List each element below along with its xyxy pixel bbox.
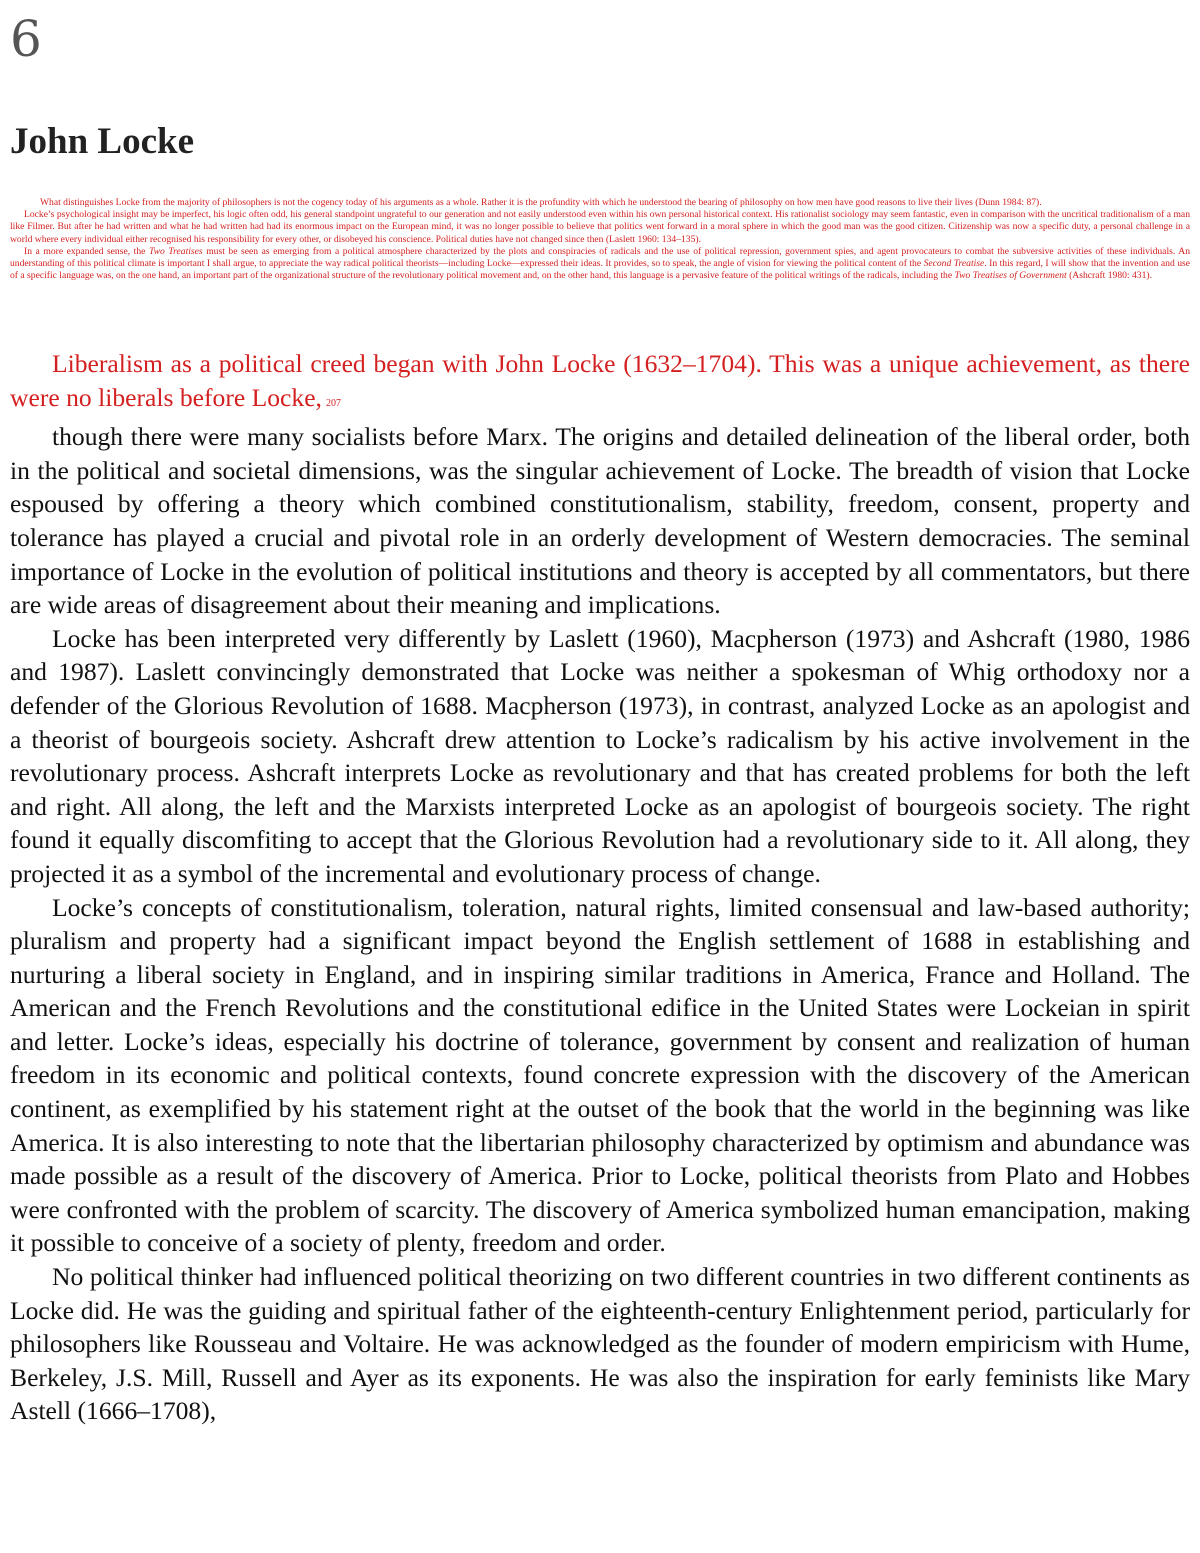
epigraph-text: . In this regard, I will show that the invention and use of a specific language was, on the one hand, an important part of the organizational structure of the revolutionary political movement and, on the other hand, this language is a pervasive feature of the political writings of the radicals, including the bbox=[10, 258, 1190, 282]
opening-sentence: Liberalism as a political creed began with John Locke (1632–1704). This was a unique achievement, as there were no liberals before Locke, bbox=[10, 349, 1190, 412]
book-title-ref: Two Treatises of Government bbox=[954, 270, 1067, 282]
epigraph-dunn: What distinguishes Locke from the majority of philosophers is not the cogency today of his arguments as a whole. Rather it is the profundity with which he understood the bearing of philosophy on how men have good reasons to live their lives (Dunn 1984: 87). bbox=[40, 197, 1042, 208]
epigraph-block bbox=[10, 197, 1190, 282]
epigraph-text: must be seen as emerging from a political atmosphere characterized by the plots and conspiracies of radicals and the use of political repression, government spies, and agent provocateurs to combat the subversive activities of these individuals. An understanding of this political climate is important I shall argue, to appreciate the way radical political theorists—including Locke—expressed their ideas. It provides, so to speak, the angle of vision for viewing the political content of the bbox=[10, 245, 1190, 270]
book-title-ref: Two Treatises bbox=[148, 245, 203, 257]
chapter-number: 6 bbox=[10, 10, 42, 68]
chapter-title: John Locke bbox=[10, 121, 195, 162]
page-number-marker: 207 bbox=[325, 397, 341, 409]
body-paragraph-3: Locke’s concepts of constitutionalism, toleration, natural rights, limited consensual and law-based authority; pluralism and property had a significant impact beyond the English settlement of 1688 in establishing and nurturing a liberal society in England, and in inspiring similar traditions in America, France and Holland. The American and the French Revolutions and the constitutional edifice in the United States were Lockeian in spirit and letter. Locke’s ideas, especially his doctrine of tolerance, government by consent and realization of human freedom in its economic and political contexts, found concrete expression with the discovery of the American continent, as exemplified by his statement right at the outset of the book that the world in the beginning was like America. It is also interesting to note that the libertarian philosophy characterized by optimism and abundance was made possible as a result of the discovery of America. Prior to Locke, political theorists from Plato and Hobbes were confronted with the problem of scarcity. The discovery of America symbolized human emancipation, making it possible to conceive of a society of plenty, freedom and order. bbox=[10, 892, 1190, 1258]
chapter-body bbox=[10, 347, 1190, 1428]
epigraph-text: (Ashcraft 1980: 431). bbox=[1066, 270, 1152, 282]
epigraph-laslett: Locke’s psychological insight may be imperfect, his logic often odd, his general standpoint ungrateful to our generation and not easily understood even within his own personal historical context. His rationalist sociology may seem fantastic, even in comparison with the uncritical traditionalism of a man like Filmer. But after he had written and what he had written had had its enormous impact on the European mind, it was no longer possible to believe that politics went forward in a moral sphere in which the good man was the good citizen. Citizenship was now a specific duty, a personal challenge in a world where every individual either recognised his responsibility for every other, or disobeyed his conscience. Political duties have not changed since then (Laslett 1960: 134–135). bbox=[10, 209, 1190, 245]
body-paragraph-4: No political thinker had influenced political theorizing on two different countries in two different continents as Locke did. He was the guiding and spiritual father of the eighteenth-century Enlightenment period, particularly for philosophers like Rousseau and Voltaire. He was acknowledged as the founder of modern empiricism with Hume, Berkeley, J.S. Mill, Russell and Ayer as its exponents. He was also the inspiration for early feminists like Mary Astell (1666–1708), bbox=[10, 1262, 1190, 1426]
epigraph-ashcraft bbox=[10, 246, 1190, 283]
book-title-ref: Second Treatise bbox=[923, 258, 985, 270]
body-paragraph-2: Locke has been interpreted very differently by Laslett (1960), Macpherson (1973) and Ashcraft (1980, 1986 and 1987). Laslett convincingly demonstrated that Locke was neither a spokesman of Whig orthodoxy nor a defender of the Glorious Revolution of 1688. Macpherson (1973), in contrast, analyzed Locke as an apologist and a theorist of bourgeois society. Ashcraft drew attention to Locke’s radicalism by his active involvement in the revolutionary process. Ashcraft interprets Locke as revolutionary and that has created problems for both the left and right. All along, the left and the Marxists interpreted Locke as an apologist of bourgeois society. The right found it equally discomfiting to accept that the Glorious Revolution had a revolutionary side to it. All along, they projected it as a symbol of the incremental and evolutionary process of change. bbox=[10, 623, 1190, 888]
epigraph-text: In a more expanded sense, the bbox=[24, 245, 149, 257]
body-paragraph-1: though there were many socialists before Marx. The origins and detailed delineation of the liberal order, both in the political and societal dimensions, was the singular achievement of Locke. The breadth of vision that Locke espoused by offering a theory which combined constitutionalism, stability, freedom, consent, property and tolerance has played a crucial and pivotal role in an orderly development of Western democracies. The seminal importance of Locke in the evolution of political institutions and theory is accepted by all commentators, but there are wide areas of disagreement about their meaning and implications. bbox=[10, 422, 1190, 620]
opening-paragraph bbox=[10, 347, 1190, 420]
